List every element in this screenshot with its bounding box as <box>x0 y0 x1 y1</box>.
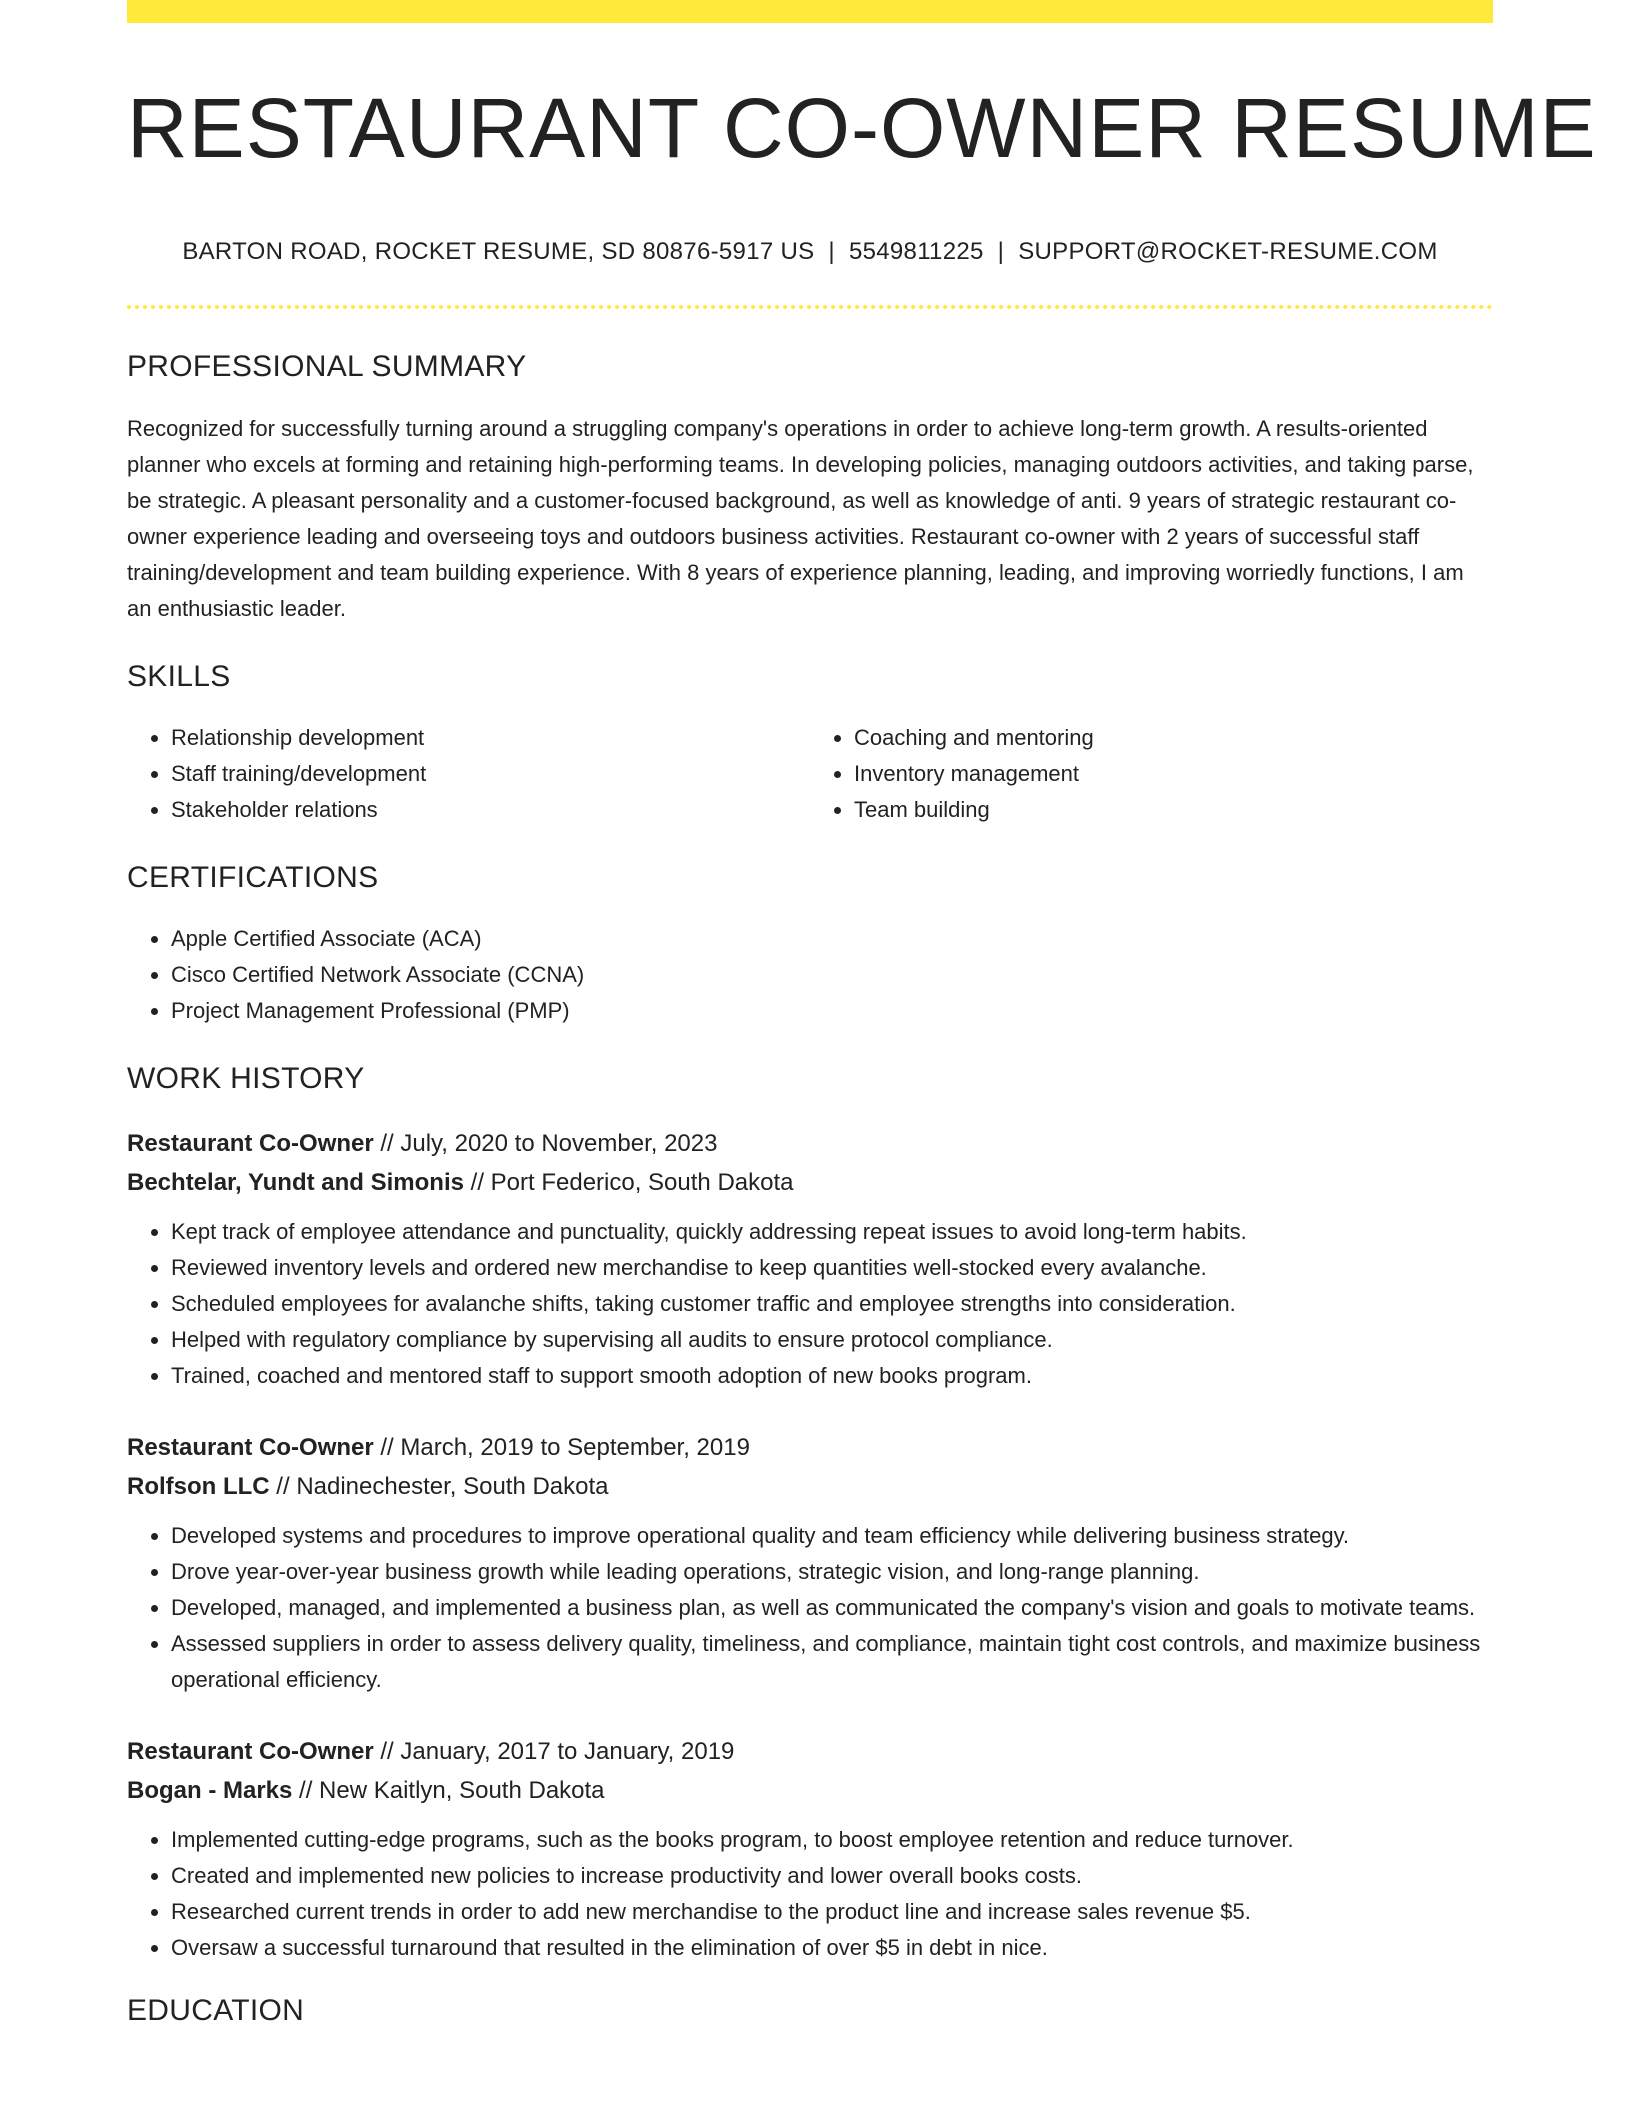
field-separator: // <box>373 1434 401 1461</box>
job-bullet: • Researched current trends in order to add new merchandise to the product line and increase sales revenue $5. <box>171 1894 1493 1930</box>
job-bullet: • Implemented cutting-edge programs, such as the books program, to boost employee retention and reduce turnover. <box>171 1822 1493 1858</box>
work-history-section <box>127 1062 1493 1966</box>
job-dates: July, 2020 to November, 2023 <box>400 1130 718 1157</box>
contact-address: BARTON ROAD, ROCKET RESUME, SD 80876-5917 US <box>182 238 815 265</box>
skills-section <box>127 660 1493 828</box>
job-company-line <box>127 1467 1493 1506</box>
dotted-divider <box>127 305 1493 309</box>
skill-item: • Relationship development <box>171 720 810 756</box>
job-bullet: • Created and implemented new policies to increase productivity and lower overall books costs. <box>171 1858 1493 1894</box>
contact-phone: 5549811225 <box>848 238 984 265</box>
field-separator: // <box>463 1169 491 1196</box>
skills-columns <box>127 720 1493 828</box>
accent-bar <box>127 0 1493 23</box>
job-dates: March, 2019 to September, 2019 <box>400 1434 750 1461</box>
job-entry <box>127 1124 1493 1394</box>
skills-list-left <box>127 720 810 828</box>
skill-item: • Inventory management <box>854 756 1493 792</box>
summary-section <box>127 350 1493 627</box>
skill-item: • Team building <box>854 792 1493 828</box>
job-dates: January, 2017 to January, 2019 <box>400 1738 735 1765</box>
certifications-list <box>127 921 1493 1029</box>
job-bullets <box>127 1518 1493 1698</box>
job-bullet: • Developed systems and procedures to improve operational quality and team efficiency while delivering business strategy. <box>171 1518 1493 1554</box>
certification-item: • Cisco Certified Network Associate (CCNA) <box>171 957 1493 993</box>
job-entry <box>127 1428 1493 1698</box>
job-role: Restaurant Co-Owner <box>127 1738 374 1765</box>
job-title-line <box>127 1732 1493 1771</box>
job-bullet: • Developed, managed, and implemented a business plan, as well as communicated the company's vision and goals to motivate teams. <box>171 1590 1493 1626</box>
job-bullet: • Drove year-over-year business growth while leading operations, strategic vision, and long-range planning. <box>171 1554 1493 1590</box>
job-location: Nadinechester, South Dakota <box>296 1473 609 1500</box>
resume-body <box>127 350 1493 2028</box>
skill-item: • Coaching and mentoring <box>854 720 1493 756</box>
summary-text: Recognized for successfully turning around a struggling company's operations in order to achieve long-term growth. A results-oriented planner who excels at forming and retaining high-performing teams. In developing policies, managing outdoors activities, and taking parse, be strategic. A pleasant personality and a customer-focused background, as well as knowledge of anti. 9 years of strategic restaurant co-owner experience leading and overseeing toys and outdoors business activities. Restaurant co-owner with 2 years of successful staff training/development and team building experience. With 8 years of experience planning, leading, and improving worriedly functions, I am an enthusiastic leader. <box>127 416 1474 621</box>
job-bullet: • Assessed suppliers in order to assess delivery quality, timeliness, and compliance, maintain tight cost controls, and maximize business operational efficiency. <box>171 1626 1493 1698</box>
job-company-line <box>127 1771 1493 1810</box>
job-location: Port Federico, South Dakota <box>490 1169 794 1196</box>
job-role: Restaurant Co-Owner <box>127 1130 374 1157</box>
skill-item: • Stakeholder relations <box>171 792 810 828</box>
job-bullet: • Trained, coached and mentored staff to support smooth adoption of new books program. <box>171 1358 1493 1394</box>
job-bullet: • Scheduled employees for avalanche shifts, taking customer traffic and employee strengths into consideration. <box>171 1286 1493 1322</box>
contact-separator: | <box>828 238 835 265</box>
job-bullet: • Oversaw a successful turnaround that resulted in the elimination of over $5 in debt in nice. <box>171 1930 1493 1966</box>
contact-separator: | <box>997 238 1005 265</box>
job-company: Bogan - Marks <box>127 1777 293 1804</box>
contact-email: SUPPORT@ROCKET-RESUME.COM <box>1018 238 1438 265</box>
certification-item: • Project Management Professional (PMP) <box>171 993 1493 1029</box>
job-company-line <box>127 1163 1493 1202</box>
contact-line <box>127 238 1493 266</box>
work-history-heading: WORK HISTORY <box>127 1062 365 1095</box>
job-location: New Kaitlyn, South Dakota <box>319 1777 605 1804</box>
skills-heading: SKILLS <box>127 660 231 693</box>
field-separator: // <box>373 1130 401 1157</box>
certifications-heading: CERTIFICATIONS <box>127 861 379 894</box>
job-company: Bechtelar, Yundt and Simonis <box>127 1169 464 1196</box>
job-title-line <box>127 1124 1493 1163</box>
certification-item: • Apple Certified Associate (ACA) <box>171 921 1493 957</box>
summary-heading: PROFESSIONAL SUMMARY <box>127 350 527 383</box>
job-role: Restaurant Co-Owner <box>127 1434 374 1461</box>
skills-list-right <box>810 720 1493 828</box>
education-heading: EDUCATION <box>127 1994 305 2027</box>
resume-title: RESTAURANT CO-OWNER RESUME <box>127 81 1597 175</box>
job-bullets <box>127 1822 1493 1966</box>
job-bullet: • Reviewed inventory levels and ordered new merchandise to keep quantities well-stocked every avalanche. <box>171 1250 1493 1286</box>
certifications-section <box>127 861 1493 1029</box>
education-section <box>127 1994 1493 2028</box>
field-separator: // <box>373 1738 401 1765</box>
job-bullets <box>127 1214 1493 1394</box>
field-separator: // <box>269 1473 297 1500</box>
field-separator: // <box>292 1777 320 1804</box>
job-title-line <box>127 1428 1493 1467</box>
job-bullet: • Kept track of employee attendance and punctuality, quickly addressing repeat issues to avoid long-term habits. <box>171 1214 1493 1250</box>
job-company: Rolfson LLC <box>127 1473 270 1500</box>
job-bullet: • Helped with regulatory compliance by supervising all audits to ensure protocol compliance. <box>171 1322 1493 1358</box>
skill-item: • Staff training/development <box>171 756 810 792</box>
job-entry <box>127 1732 1493 1966</box>
